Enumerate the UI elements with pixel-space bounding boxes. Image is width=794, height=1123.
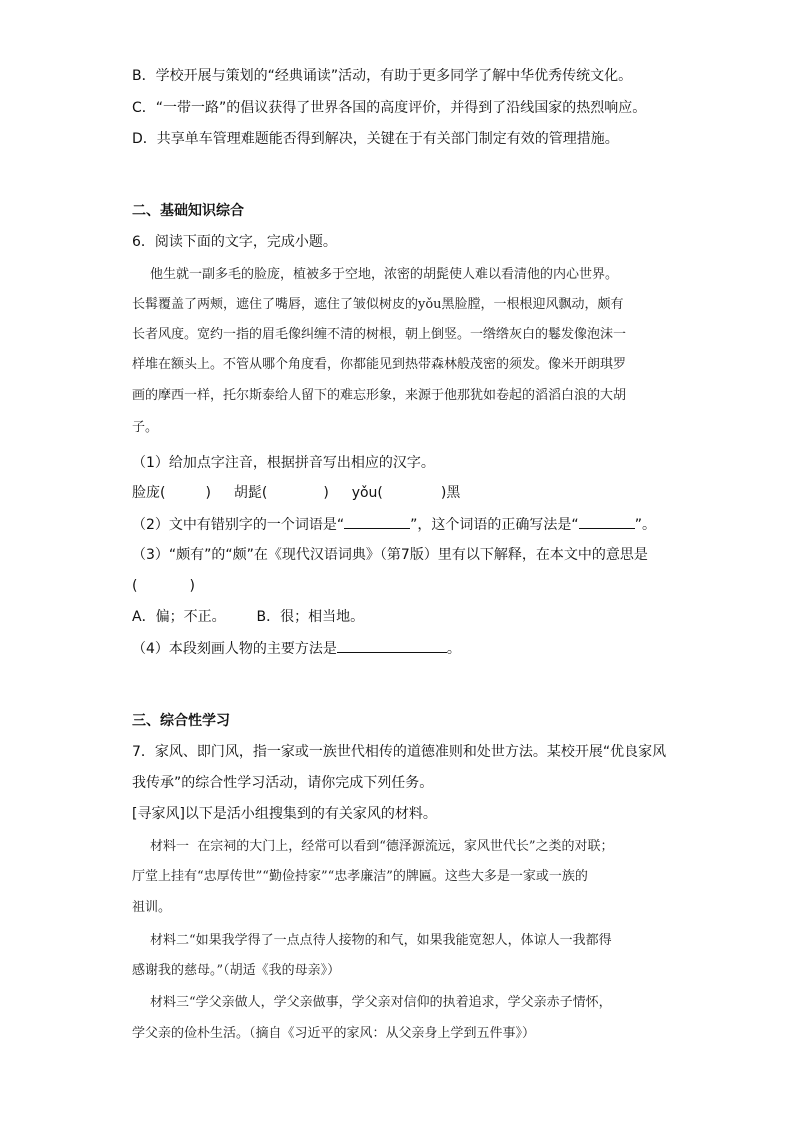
option-b: B．学校开展与策划的“经典诵读”活动，有助于更多同学了解中华优秀传统文化。 [132, 68, 633, 84]
answer-blank[interactable] [579, 514, 635, 529]
material-1: 厅堂上挂有“忠厚传世”“勤俭持家”“忠孝廉洁”的牌匾。这些大多是一家或一族的 [132, 869, 588, 884]
q6-sub2: （2）文中有错别字的一个词语是“ ”，这个词语的正确写法是“ ”。 [132, 514, 656, 535]
q6-sub1-items: 脸庞( ) 胡髭( ) yǒu( )黑 [132, 485, 461, 501]
material-1: 祖训。 [132, 900, 172, 915]
material-1: 材料一 在宗祠的大门上，经常可以看到“德泽源流远，家风世代长”之类的对联； [150, 839, 614, 854]
option-d: D．共享单车管理难题能否得到解决，关键在于有关部门制定有效的管理措施。 [132, 131, 619, 147]
section2-title: 二、基础知识综合 [132, 203, 244, 219]
option-c: C．“一带一路”的倡议获得了世界各国的高度评价，并得到了沿线国家的热烈响应。 [132, 100, 647, 116]
q6-sub4: （4）本段刻画人物的主要方法是 。 [132, 638, 461, 659]
item-huzi: 胡髭( [233, 485, 268, 501]
q7-line: 7．家风、即门风，指一家或一族世代相传的道德准则和处世方法。某校开展“优良家风 [132, 744, 667, 760]
option-a: A．偏；不正。 [132, 609, 226, 625]
q6-sub3-options [132, 607, 364, 627]
material-3: 学父亲的俭朴生活。（摘自《习近平的家风：从父亲身上学到五件事》） [132, 1026, 536, 1041]
passage-line: 他生就一副多毛的脸庞，植被多于空地，浓密的胡髭使人难以看清他的内心世界。 [150, 267, 619, 282]
passage-line: 长髯覆盖了两颊，遮住了嘴唇，遮住了皱似树皮的yǒu黑脸膛，一根根迎风飘动，颇有 [132, 297, 624, 312]
q6-intro: 6．阅读下面的文字，完成小题。 [132, 234, 337, 250]
q6-sub3-answer: ( ) [132, 578, 195, 594]
passage-line: 画的摩西一样，托尔斯泰给人留下的难忘形象，来源于他那犹如卷起的滔滔白浪的大胡 [132, 388, 627, 403]
item-lianpang: 脸庞( [132, 485, 166, 501]
passage-line: 长者风度。宽约一指的眉毛像纠缠不清的树根，朝上倒竖。一绺绺灰白的鬈发像泡沫一 [132, 327, 627, 342]
section3-title: 三、综合性学习 [132, 713, 230, 729]
item-you: yǒu( [351, 485, 383, 501]
answer-blank[interactable] [344, 514, 410, 529]
option-b: B．很；相当地。 [256, 609, 365, 625]
q7-line: [寻家风]以下是活小组搜集到的有关家风的材料。 [132, 806, 437, 822]
q7-line: 我传承”的综合性学习活动，请你完成下列任务。 [132, 775, 434, 791]
q6-sub3: （3）“颇有”的“颇”在《现代汉语词典》（第7版）里有以下解释，在本文中的意思是 [132, 547, 648, 563]
passage-line: 样堆在额头上。不管从哪个角度看，你都能见到热带森林般茂密的须发。像米开朗琪罗 [132, 357, 627, 372]
material-3: 材料三“学父亲做人，学父亲做事，学父亲对信仰的执着追求，学父亲赤子情怀， [150, 995, 612, 1010]
material-2: 感谢我的慈母。”（胡适《我的母亲》） [132, 963, 341, 978]
passage-line: 子。 [132, 420, 159, 435]
q6-sub1: （1）给加点字注音，根据拼音写出相应的汉字。 [132, 455, 435, 471]
answer-blank[interactable] [337, 638, 447, 653]
material-2: 材料二“如果我学得了一点点待人接物的和气，如果我能宽恕人，体谅人一我都得 [150, 933, 612, 948]
